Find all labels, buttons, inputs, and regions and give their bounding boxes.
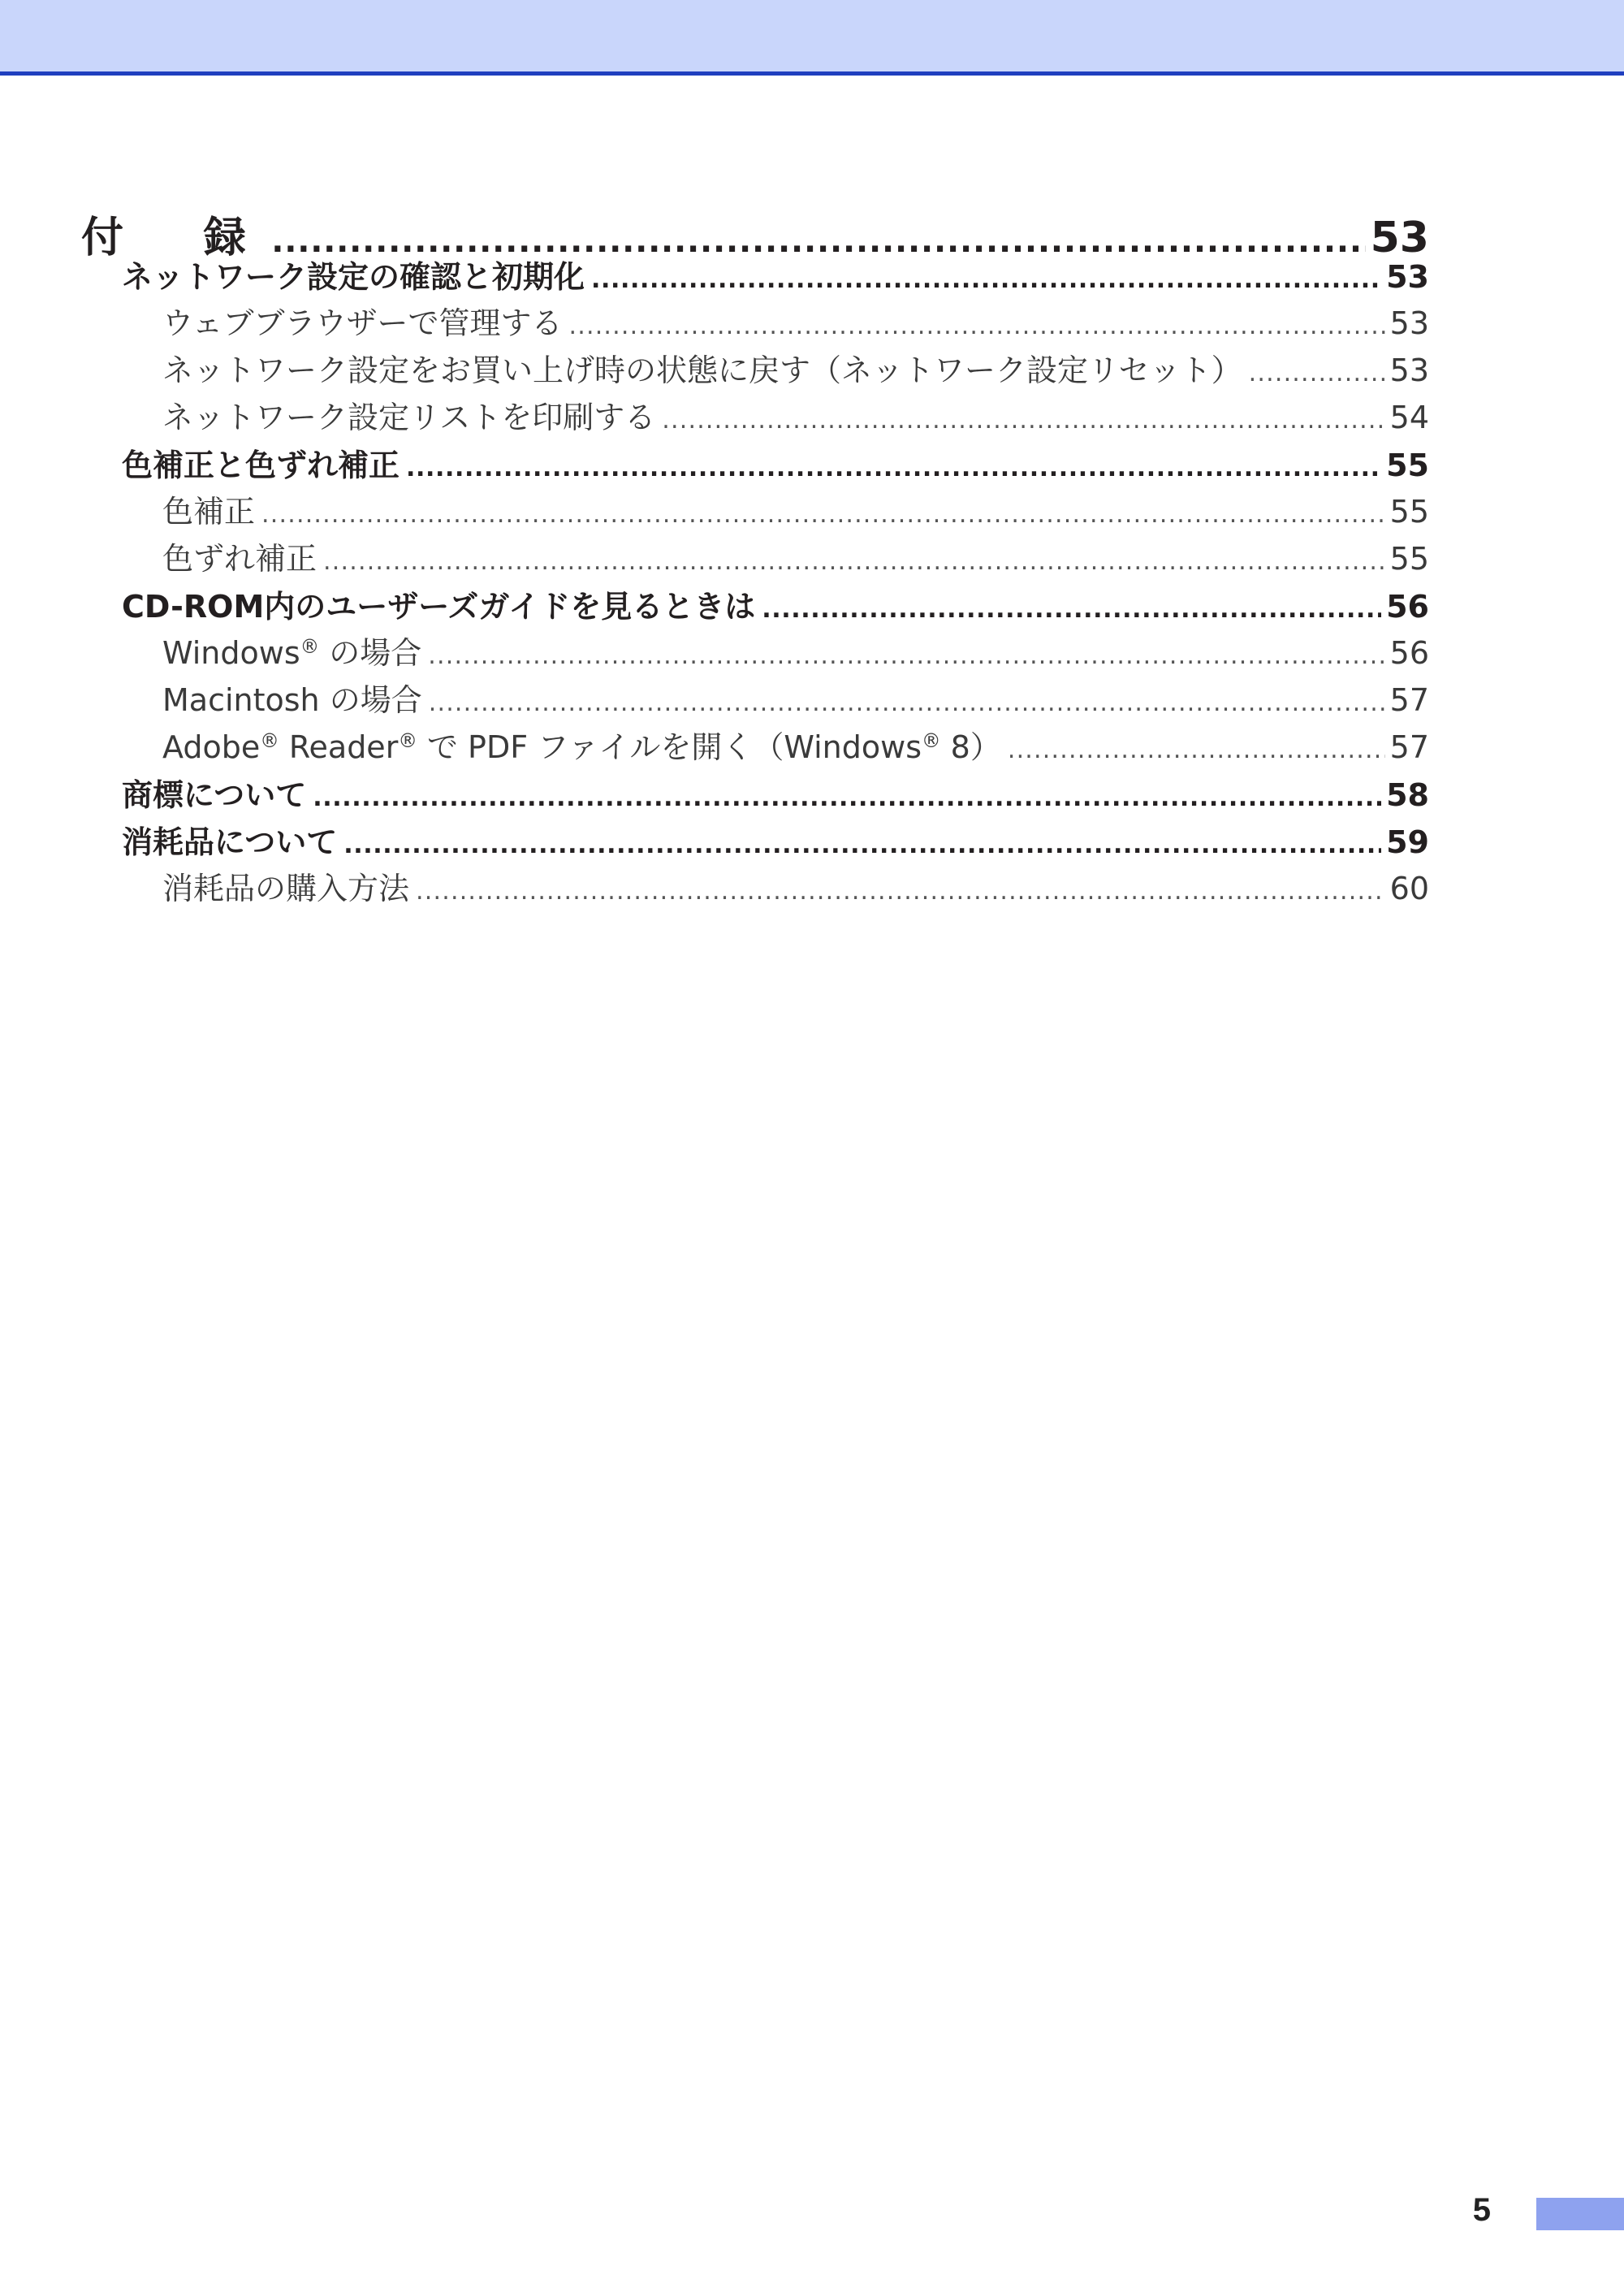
toc-entry-label: 消耗品について [122, 824, 338, 860]
toc-entry-label: Adobe® Reader® で PDF ファイルを開く（Windows® 8） [162, 729, 1001, 765]
toc-entry-label: 色ずれ補正 [162, 541, 317, 577]
toc-dot-leader [591, 266, 1381, 294]
toc-entry-adobe-reader[interactable] [162, 722, 1429, 767]
toc-entry-label: 商標について [122, 777, 307, 813]
toc-dot-leader [1008, 736, 1385, 764]
toc-entry-page: 56 [1386, 589, 1429, 625]
toc-entry-page: 60 [1389, 871, 1429, 906]
toc-dot-leader [662, 406, 1384, 435]
toc-entry-label: 色補正と色ずれ補正 [122, 448, 400, 483]
toc-entry-purchase-supplies[interactable] [162, 863, 1429, 908]
toc-entry-color-registration[interactable] [162, 534, 1429, 578]
toc-dot-leader [406, 454, 1381, 482]
toc-entry-windows[interactable] [162, 628, 1429, 672]
toc-entry-supplies[interactable] [122, 817, 1429, 862]
toc-entry-label: CD-ROM内のユーザーズガイドを見るときは [122, 589, 756, 625]
toc-dot-leader [1249, 359, 1385, 387]
toc-entry-page: 56 [1389, 635, 1429, 671]
toc-dot-leader [428, 642, 1384, 670]
toc-entry-page: 53 [1389, 305, 1429, 341]
toc-entry-page: 53 [1370, 214, 1429, 262]
toc-entry-web-browser-management[interactable] [162, 298, 1429, 343]
toc-dot-leader [323, 547, 1385, 576]
toc-entry-label: ネットワーク設定をお買い上げ時の状態に戻す（ネットワーク設定リセット） [162, 352, 1242, 388]
toc-entry-network-reset[interactable] [162, 345, 1429, 390]
toc-entry-label: 色補正 [162, 494, 256, 530]
toc-entry-page: 55 [1389, 541, 1429, 577]
toc-entry-label: 付 録 [81, 214, 266, 262]
toc-entry-color-correction[interactable] [162, 487, 1429, 531]
toc-entry-page: 53 [1389, 352, 1429, 388]
toc-entry-cdrom-guide[interactable] [122, 582, 1429, 626]
page-number: 5 [1472, 2192, 1491, 2228]
top-header-band [0, 0, 1624, 76]
toc-entry-page: 57 [1389, 729, 1429, 765]
toc-entry-page: 54 [1389, 400, 1429, 435]
toc-entry-macintosh[interactable] [162, 675, 1429, 720]
toc-dot-leader [416, 877, 1385, 906]
toc-dot-leader [429, 689, 1385, 717]
toc-entry-page: 53 [1386, 259, 1429, 295]
toc-dot-leader [313, 784, 1381, 812]
toc-entry-print-network-list[interactable] [162, 392, 1429, 437]
toc-entry-page: 59 [1386, 824, 1429, 860]
toc-entry-label: Windows® の場合 [162, 635, 422, 671]
toc-entry-label: ネットワーク設定リストを印刷する [162, 400, 656, 435]
toc-entry-label: 消耗品の購入方法 [162, 871, 410, 906]
toc-entry-network-settings[interactable] [122, 252, 1429, 296]
toc-entry-page: 58 [1386, 777, 1429, 813]
toc-entry-label: ウェブブラウザーで管理する [162, 305, 563, 341]
toc-entry-label: Macintosh の場合 [162, 682, 422, 718]
toc-dot-leader [261, 500, 1385, 529]
toc-dot-leader [568, 312, 1384, 340]
corner-tab-marker [1536, 2198, 1624, 2230]
toc-entry-page: 55 [1389, 494, 1429, 530]
toc-dot-leader [762, 595, 1381, 624]
toc-entry-color-calibration[interactable] [122, 440, 1429, 485]
toc-entry-page: 55 [1386, 448, 1429, 483]
toc-dot-leader [343, 831, 1381, 859]
toc-entry-trademarks[interactable] [122, 770, 1429, 815]
toc-entry-page: 57 [1389, 682, 1429, 718]
toc-entry-label: ネットワーク設定の確認と初期化 [122, 259, 585, 295]
